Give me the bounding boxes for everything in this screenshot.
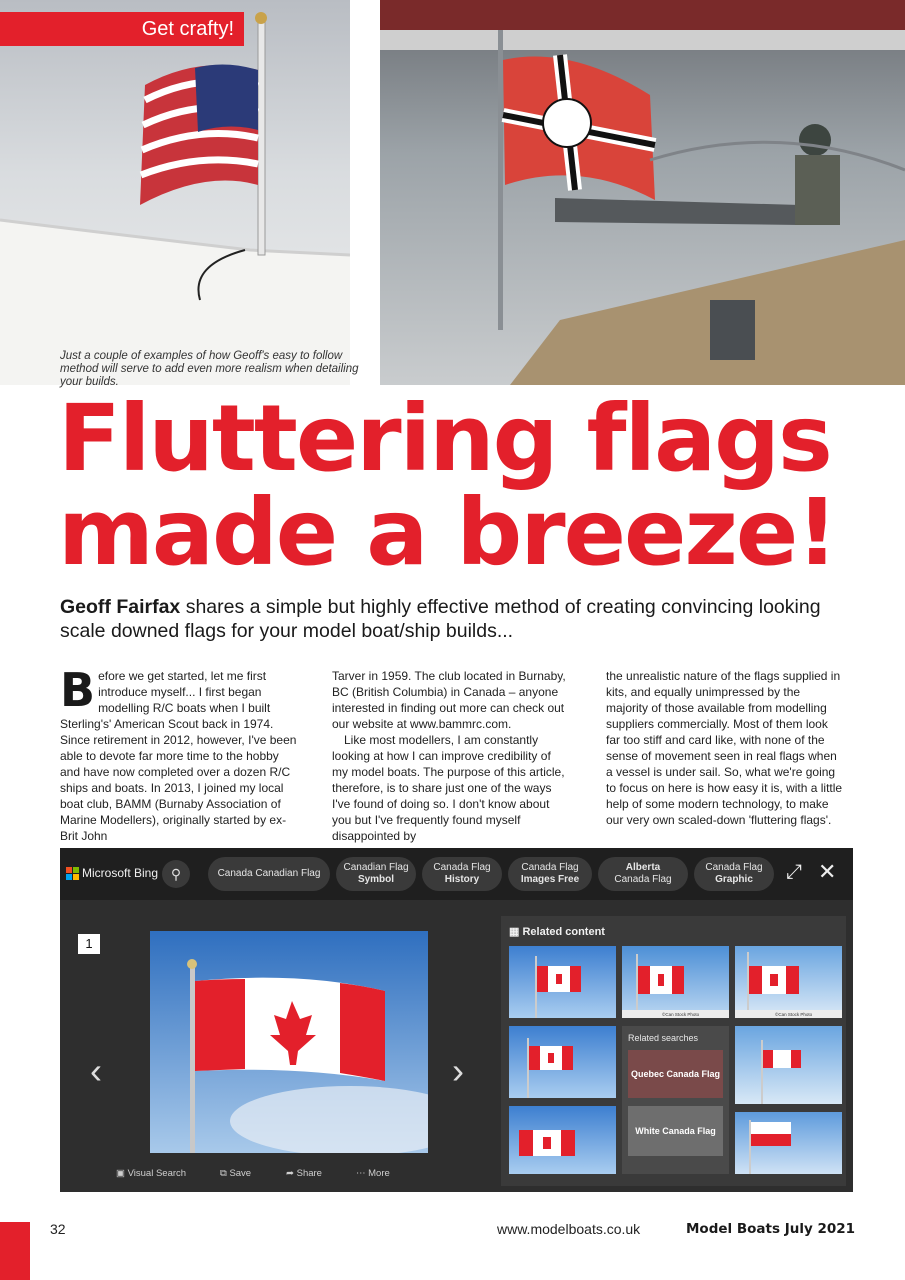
search-icon[interactable]: ⚲ bbox=[162, 860, 190, 888]
ship-deck-illustration bbox=[380, 0, 905, 385]
related-thumb-2[interactable] bbox=[509, 1026, 616, 1098]
pill-canada-canadian-flag[interactable]: Canada Canadian Flag bbox=[208, 857, 330, 891]
pill-alberta-canada-flag[interactable]: Alberta Canada Flag bbox=[598, 857, 688, 891]
us-flag-illustration bbox=[0, 0, 350, 385]
related-thumb-1[interactable] bbox=[509, 946, 616, 1018]
body-text-2b: Like most modellers, I am constantly looking at how I can improve credibility of my model boats. The purpose of this article, therefore, is to share just one of the ways I've found of doing so. I don't know about you but I've frequently found myself disappointed by bbox=[332, 733, 565, 843]
photo-model-ship-flag bbox=[380, 0, 905, 385]
headline-line-2: made a breeze! bbox=[58, 479, 837, 586]
website-url: www.modelboats.co.uk bbox=[497, 1221, 641, 1237]
related-thumb-4[interactable] bbox=[622, 946, 729, 1018]
headline-line-1: Fluttering flags bbox=[58, 385, 831, 492]
pill-canada-flag-images-free[interactable]: Canada Flag Images Free bbox=[508, 857, 592, 891]
related-searches-label: Related searches bbox=[628, 1033, 699, 1043]
headline bbox=[58, 385, 898, 586]
watermark-text-1: ©Can Stock Photo bbox=[662, 1012, 700, 1017]
pill-canada-flag-graphic[interactable]: Canada Flag Graphic bbox=[694, 857, 774, 891]
pill-canada-flag-history[interactable]: Canada Flag History bbox=[422, 857, 502, 891]
microsoft-logo-icon bbox=[66, 867, 80, 881]
related-search-white[interactable]: White Canada Flag bbox=[628, 1106, 723, 1156]
related-content-panel bbox=[501, 916, 846, 1186]
related-content-title: ▦ Related content bbox=[509, 926, 605, 938]
author-name: Geoff Fairfax bbox=[60, 596, 181, 618]
bing-screenshot bbox=[60, 848, 853, 1192]
expand-icon[interactable]: ⤢ bbox=[786, 861, 802, 883]
body-column-1 bbox=[60, 663, 298, 844]
step-number-badge: 1 bbox=[78, 934, 100, 954]
body-text-2a: Tarver in 1959. The club located in Burnaby, BC (British Columbia) in Canada – anyone interested in finding out more can check out our website at www.bammrc.com. bbox=[332, 669, 566, 731]
bing-viewer bbox=[60, 900, 853, 1192]
page-number: 32 bbox=[50, 1221, 66, 1237]
section-tag: Get crafty! bbox=[0, 12, 244, 46]
watermark-text-2: ©Can Stock Photo bbox=[775, 1012, 813, 1017]
main-canada-flag-image[interactable] bbox=[150, 931, 428, 1153]
more-button[interactable]: ⋯ More bbox=[356, 1168, 390, 1179]
magazine-issue: Model Boats July 2021 bbox=[686, 1221, 856, 1237]
close-icon[interactable]: ✕ bbox=[818, 859, 837, 884]
standfirst-text: shares a simple but highly effective method of creating convincing looking scale downed flags for your model boat/ship builds... bbox=[60, 596, 821, 642]
body-text-3: the unrealistic nature of the flags supplied in kits, and equally unimpressed by the majority of those available from modelling suppliers commercially. Most of them look far too stiff and card like, with none of the sense of movement seen in real flags when a vessel is under sail. So, what we're going to focus on here is how easy it is, with a little help of some modern technology, to make our very own scaled-down 'fluttering flags'. bbox=[606, 669, 843, 827]
bing-toolbar bbox=[60, 848, 853, 900]
share-button[interactable]: ➦ Share bbox=[286, 1168, 322, 1179]
body-text-1: efore we get started, let me first introduce myself... I first began modelling R/C boats when I built Sterling's' American Scout back in 1974. Since retirement in 2012, however, I've been able to devote far more time to the hobby and have now completed over a dozen R/C ships and boats. In 2013, I joined my local boat club, BAMM (Burnaby Association of Marine Modellers), originally started by ex-Brit John bbox=[60, 669, 297, 843]
drop-cap: B bbox=[60, 663, 96, 717]
photo-caption: Just a couple of examples of how Geoff's easy to follow method will serve to add even more realism when detailing your builds. bbox=[60, 350, 359, 388]
related-thumb-3[interactable] bbox=[509, 1106, 616, 1174]
related-thumb-5[interactable] bbox=[735, 946, 842, 1018]
page-corner-block bbox=[0, 1222, 30, 1280]
visual-search-button[interactable]: ▣ Visual Search bbox=[116, 1168, 187, 1179]
chevron-right-icon[interactable]: › bbox=[452, 1050, 464, 1091]
body-column-2 bbox=[332, 668, 570, 844]
related-thumb-7[interactable] bbox=[735, 1112, 842, 1174]
photo-us-flag bbox=[0, 0, 350, 385]
related-search-quebec[interactable]: Quebec Canada Flag bbox=[628, 1050, 723, 1098]
body-column-3 bbox=[606, 668, 844, 828]
standfirst bbox=[60, 595, 860, 643]
save-button[interactable]: ⧉ Save bbox=[220, 1168, 252, 1179]
chevron-left-icon[interactable]: ‹ bbox=[90, 1050, 102, 1091]
related-searches-box bbox=[622, 1026, 729, 1174]
related-thumb-6[interactable] bbox=[735, 1026, 842, 1104]
pill-canadian-flag-symbol[interactable]: Canadian Flag Symbol bbox=[336, 857, 416, 891]
bing-brand[interactable]: Microsoft Bing bbox=[82, 866, 159, 880]
